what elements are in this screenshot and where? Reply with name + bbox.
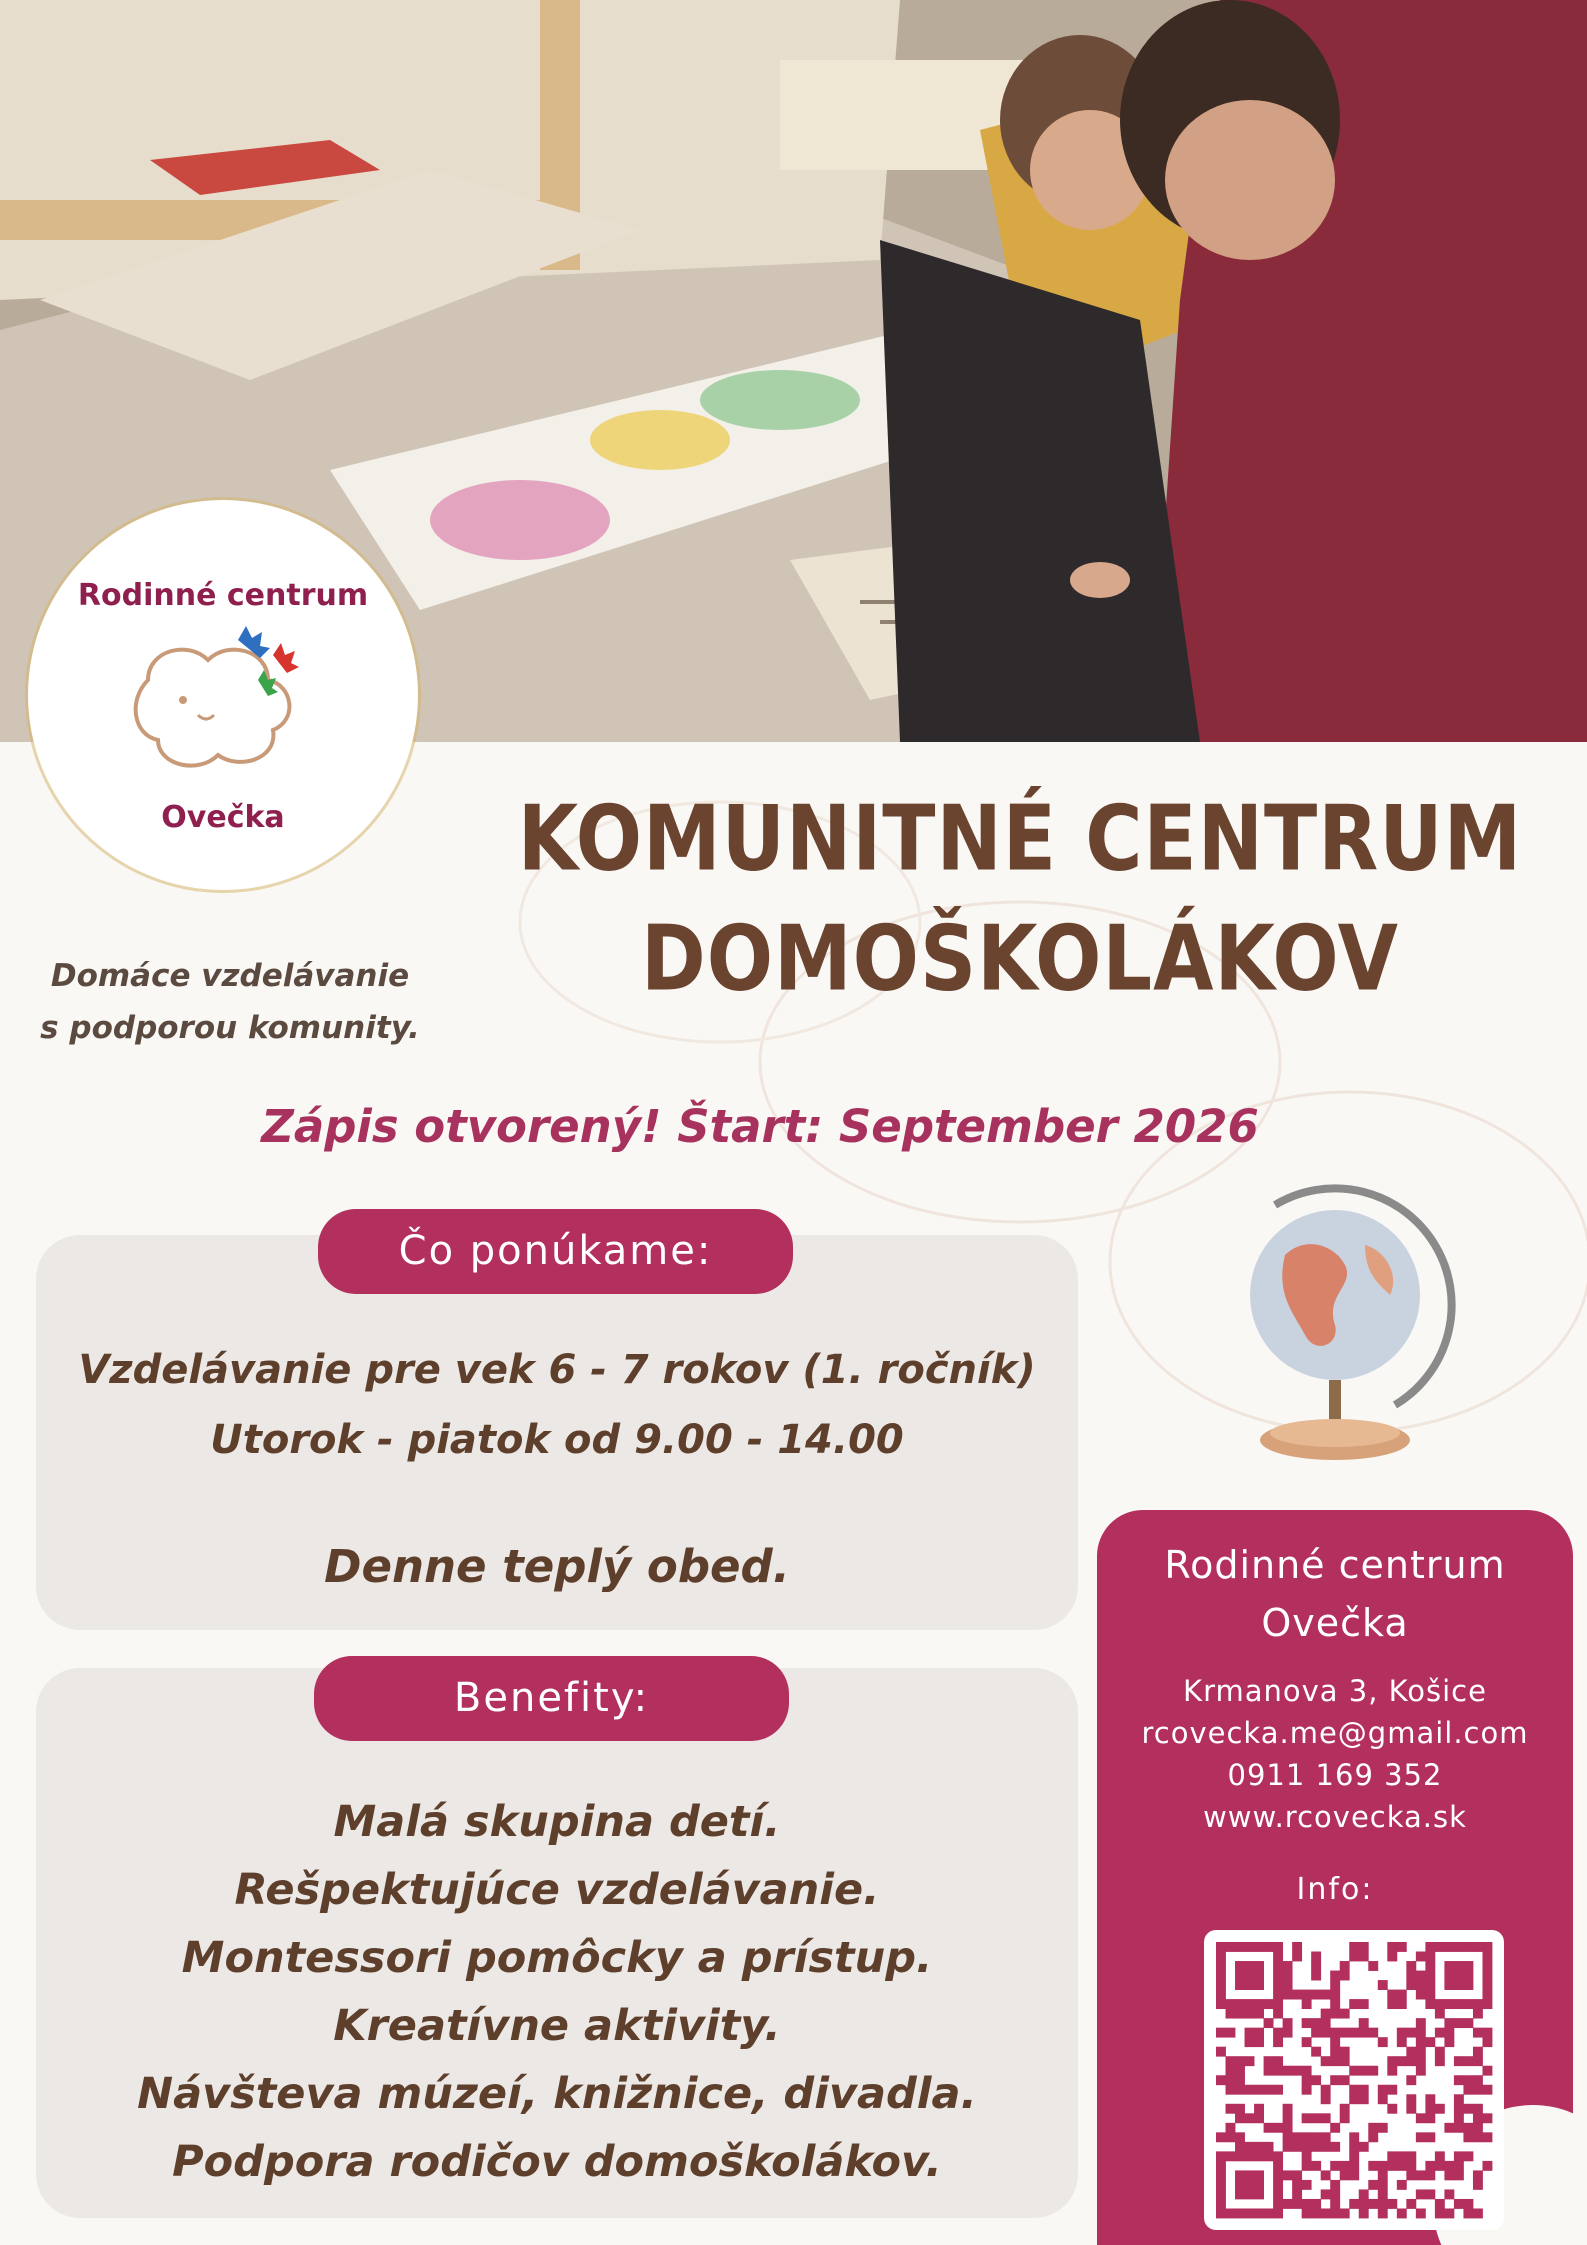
- sheep-logo-icon: [88, 620, 358, 790]
- list-item: Podpora rodičov domoškolákov.: [172, 2137, 942, 2187]
- contact-details: [1097, 1670, 1573, 1838]
- tagline-line-2: s podporou komunity.: [40, 1010, 420, 1046]
- offer-details: [36, 1335, 1078, 1475]
- list-item: Montessori pomôcky a prístup.: [181, 1933, 933, 1983]
- enrollment-announcement: Zápis otvorený! Štart: September 2026: [261, 1100, 1259, 1153]
- offer-age-line: Vzdelávanie pre vek 6 - 7 rokov (1. ročník): [78, 1347, 1036, 1393]
- contact-org-line-2: Ovečka: [1261, 1601, 1409, 1645]
- offer-lunch-line: Denne teplý obed.: [324, 1540, 790, 1593]
- globe-icon: [1225, 1175, 1465, 1475]
- offer-schedule-line: Utorok - piatok od 9.00 - 14.00: [210, 1417, 904, 1463]
- tagline: [20, 950, 440, 1054]
- logo-name-top: Rodinné centrum: [77, 578, 369, 613]
- contact-organization: [1097, 1536, 1573, 1652]
- offer-heading: Čo ponúkame:: [318, 1209, 793, 1294]
- contact-card: [1097, 1510, 1573, 2245]
- contact-phone: 0911 169 352: [1227, 1758, 1443, 1792]
- qr-code-icon: [1204, 1930, 1504, 2230]
- tagline-line-1: Domáce vzdelávanie: [50, 958, 410, 994]
- page-title-line-1: KOMUNITNÉ CENTRUM: [517, 788, 1523, 892]
- page-title-line-2: DOMOŠKOLÁKOV: [641, 907, 1399, 1012]
- contact-org-line-1: Rodinné centrum: [1164, 1543, 1506, 1587]
- list-item: Rešpektujúce vzdelávanie.: [234, 1865, 880, 1915]
- list-item: Kreatívne aktivity.: [333, 2001, 781, 2051]
- logo-badge: [28, 500, 418, 890]
- benefits-heading: Benefity:: [314, 1656, 789, 1741]
- contact-address: Krmanova 3, Košice: [1183, 1674, 1487, 1708]
- benefits-list: [36, 1788, 1078, 2196]
- contact-info-label: Info:: [1296, 1872, 1374, 1907]
- page-title: [470, 780, 1570, 1019]
- list-item: Malá skupina detí.: [333, 1797, 781, 1847]
- contact-email: rcovecka.me@gmail.com: [1141, 1716, 1529, 1750]
- logo-name-bottom: Ovečka: [161, 800, 285, 835]
- list-item: Návšteva múzeí, knižnice, divadla.: [137, 2069, 977, 2119]
- contact-website: www.rcovecka.sk: [1203, 1800, 1467, 1834]
